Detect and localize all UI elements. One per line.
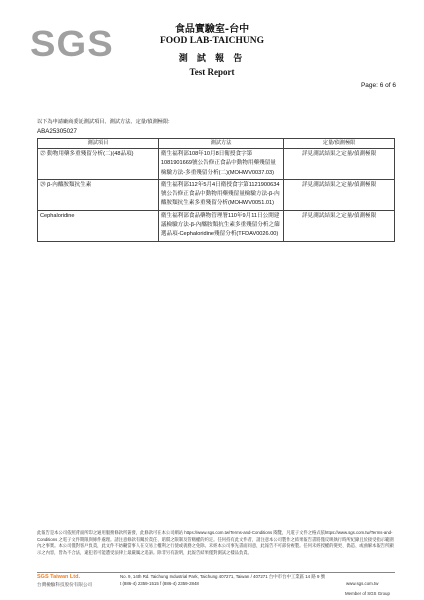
footer-phone-fax: t (886-4) 2359-1515 f (886-4) 2359-2848 [120,581,199,586]
page-number: Page: 6 of 6 [360,82,396,89]
disclaimer-text: 此報告是本公司依照背面所印之通用服務條款所簽發，此條款可在本公司網站 https://www.sgs.com.tw/Terms-and-Conditions 閱覽，凡電子文件之格式依https://www.sgs.com.tw/Terms-and-Conditions 之電子文件期限與條件處理。請注意條款有關於責任、賠償之限制及管轄權的約定。任何持有此文件者，請注意本公司製作之結果報告書將僅反映執行時所紀錄且於接受指示範圍內之事實。本公司僅對客戶負責，此文件不妨礙當事人在交易上權利之行使或義務之免除。未經本公司事先書面同意，此報告不可部份複製。任何未經授權的變更、偽造、或曲解本報告所顯示之內容，皆為不合法，違犯者可能遭受法律上最嚴厲之追訴。除非另有說明，此報告結果僅對測試之樣品負責。 [37,530,394,555]
reference-number: ABA25305027 [37,128,77,135]
test-method: 衛生福利部112年5月4日衛授食字第1121900634號公告修正食品中動物用藥殘留量檢驗方法-β-內醯胺類抗生素多重殘留分析(MOHWV0051.01) [158,179,283,210]
header-limit: 定量/偵測極限 [284,139,395,149]
test-method-table [37,138,395,242]
sgs-logo: SGS [30,23,114,64]
report-title-english: Test Report [189,67,235,77]
lab-name-english: FOOD LAB-TAICHUNG [159,36,265,46]
table-row [38,210,395,241]
table-row [38,149,395,180]
table-header-row [38,139,395,149]
test-item: ㉗ 動物用藥多重殘留分析(二)(48品項) [38,149,159,180]
footer-divider [37,572,395,573]
lab-name-chinese: 食品實驗室-台中 [174,24,250,35]
footer-company-english: SGS Taiwan Ltd. [37,574,80,580]
header-test-item: 測試項目 [38,139,159,149]
header-test-method: 測試方法 [158,139,283,149]
test-item: Cephaloridine [38,210,159,241]
test-limit: 詳見測試結果之定量/偵測極限 [284,179,395,210]
report-title-chinese: 測 試 報 告 [178,54,246,64]
footer-address: No. 9, 14th Rd. Taichung Industrial Park, Taichung 407271, Taiwan / 407271 台中市台中工業區 14 路 9 號 [120,574,326,579]
test-method: 衛生福利部食品藥物管理署110年9月11日公開建議檢驗方法-β-內醯胺類抗生素多重殘留分析之篩選品項-Cephaloridine殘留分析(TFDAV0026.00) [158,210,283,241]
footer-member-text: Member of SGS Group [345,591,390,596]
footer-website: www.sgs.com.tw [346,581,379,586]
intro-text: 以下為申請廠商委託測試項目、測試方法、定量/偵測極限: [37,119,170,125]
table-row [38,179,395,210]
test-limit: 詳見測試結果之定量/偵測極限 [284,149,395,180]
test-method: 衛生福利部108年10月8日衛授食字第1081901669號公告修正食品中動物用藥殘留量檢驗方法-多重殘留分析(二)(MOHWV0037.03) [158,149,283,180]
test-item: ㉘ β-內醯胺類抗生素 [38,179,159,210]
footer-company-chinese: 台灣檢驗科技股份有限公司 [37,582,93,587]
test-limit: 詳見測試結果之定量/偵測極限 [284,210,395,241]
